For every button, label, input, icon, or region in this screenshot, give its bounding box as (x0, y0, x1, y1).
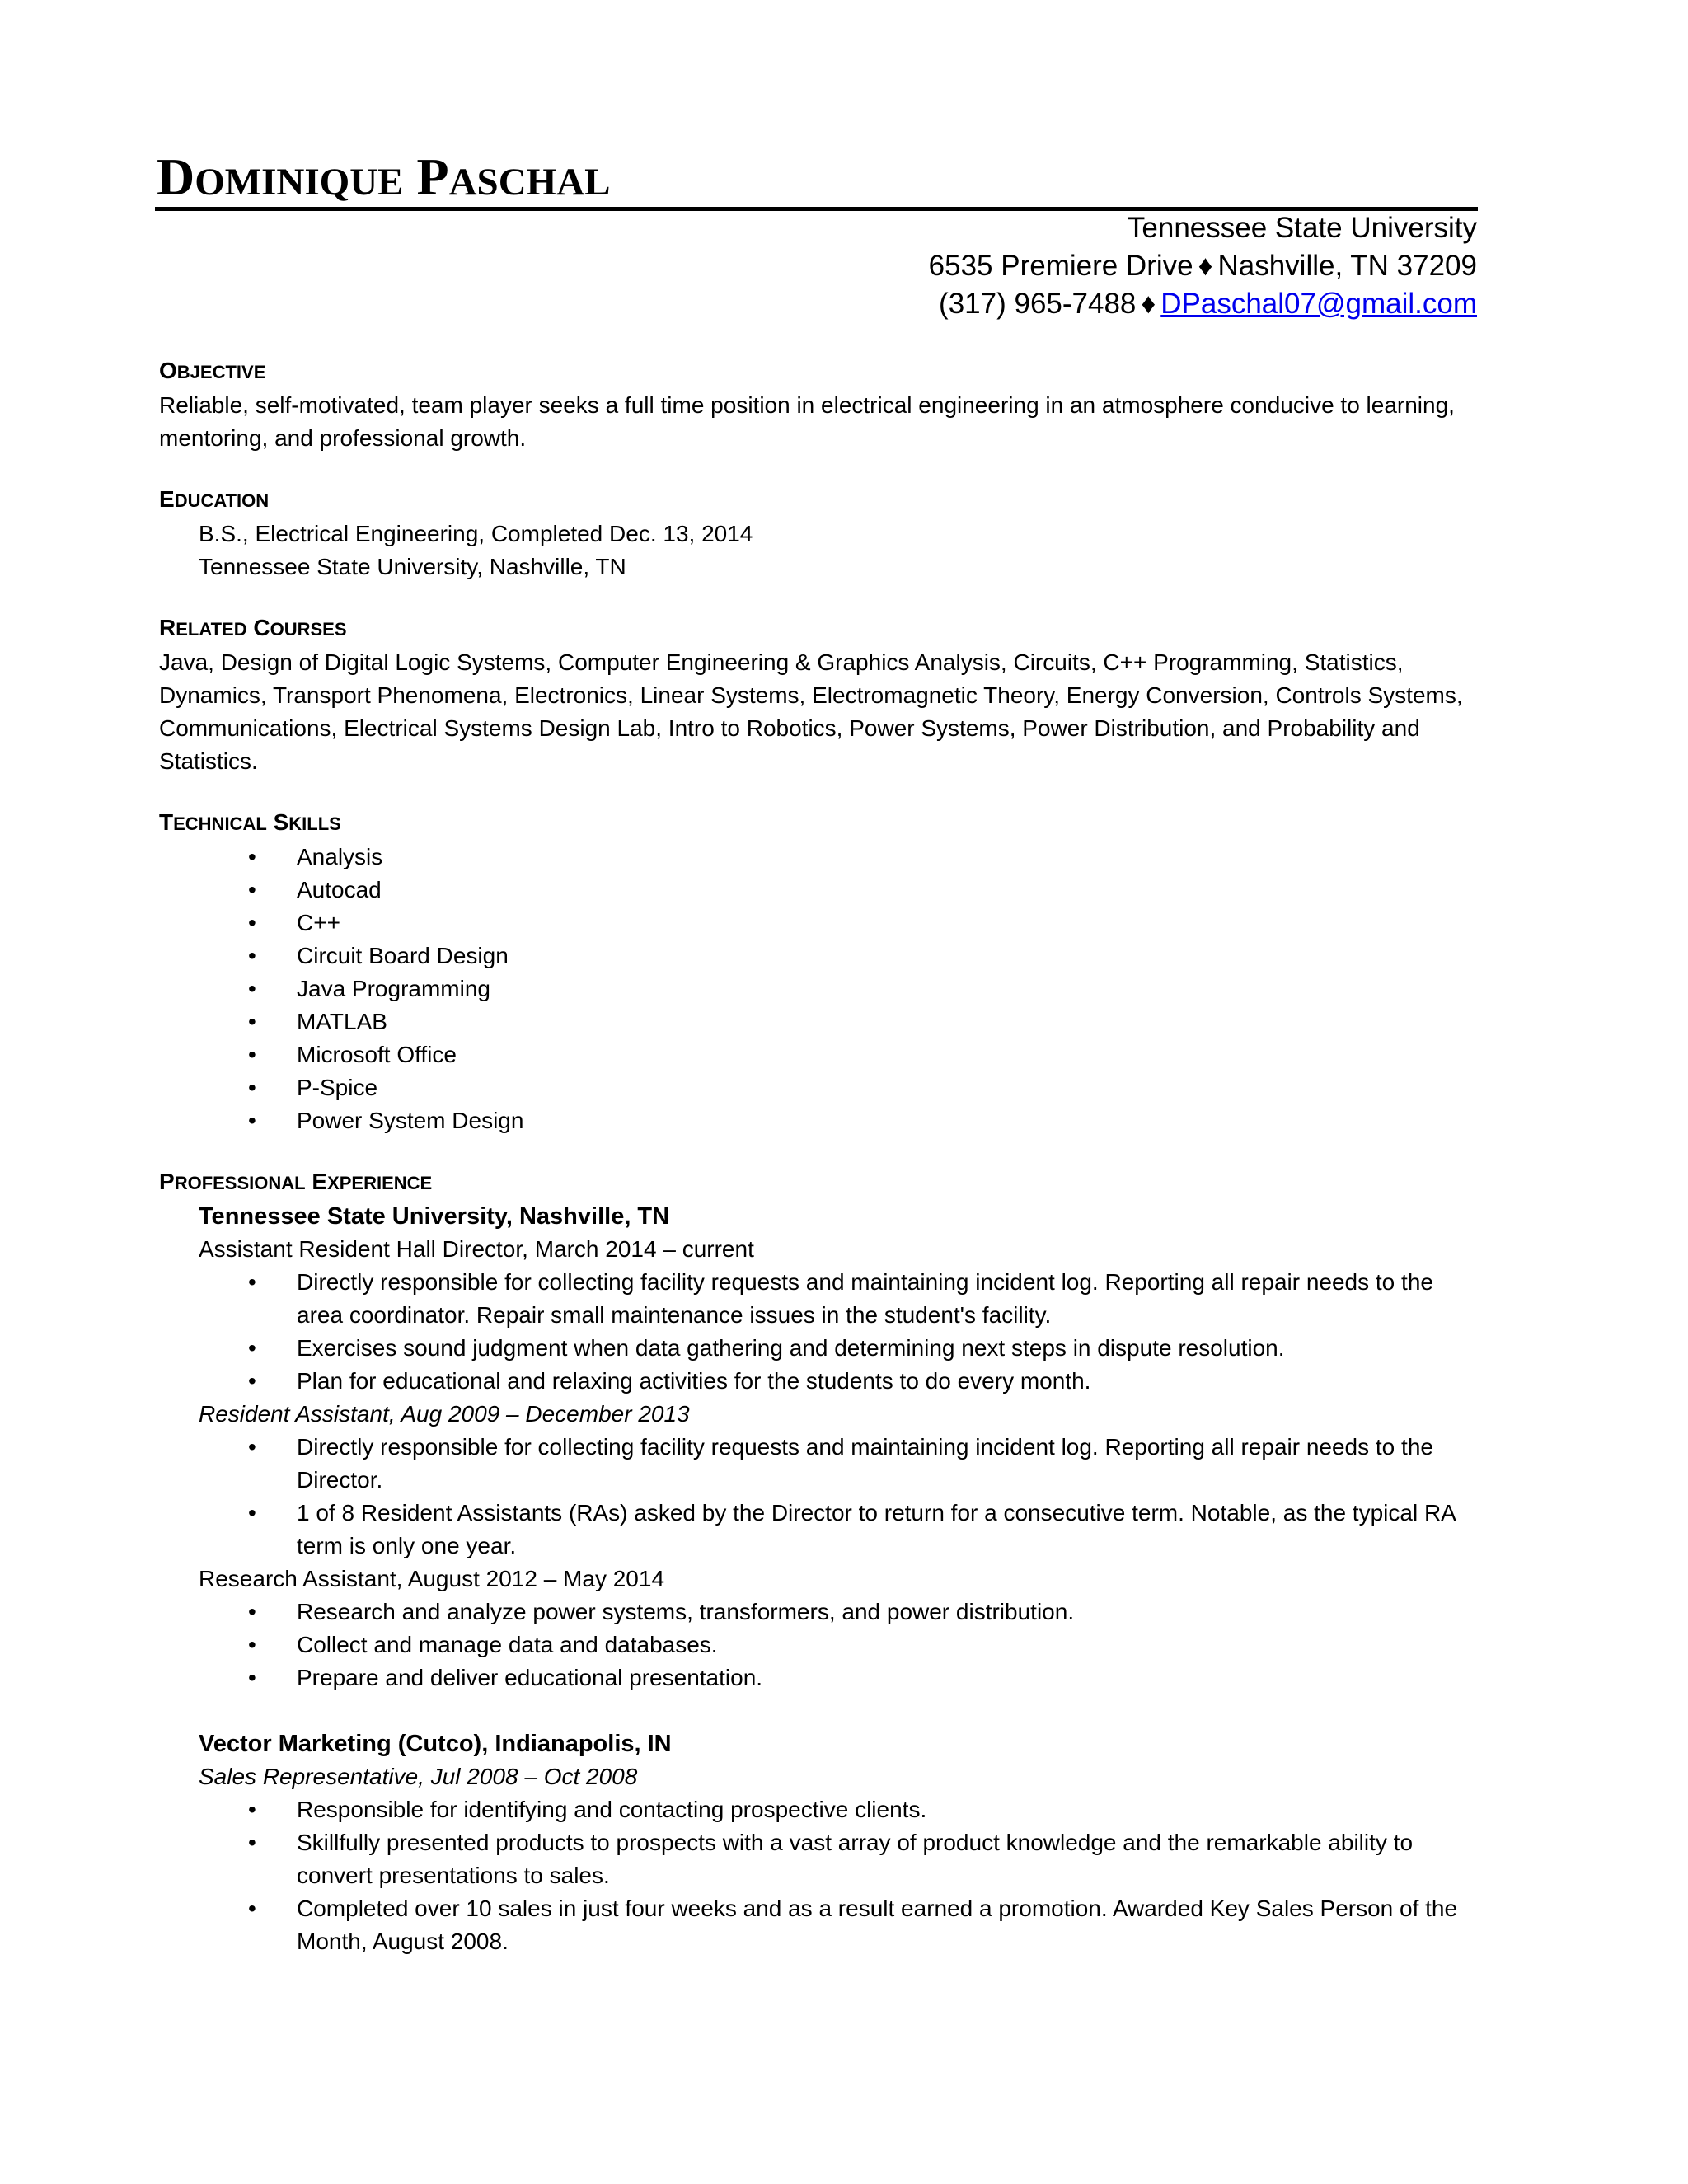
role-bullet: • Collect and manage data and databases. (159, 1629, 1478, 1661)
section-title-skills: TECHNICAL SKILLS (159, 809, 341, 835)
role-title: Research Assistant, August 2012 – May 2014 (199, 1566, 665, 1591)
role-bullet: • Exercises sound judgment when data gathering and determining next steps in dispute resolution. (159, 1332, 1478, 1365)
skills-list (159, 841, 1478, 1137)
role-bullet: • Responsible for identifying and contacting prospective clients. (159, 1793, 1478, 1826)
role-bullet: • Prepare and deliver educational presentation. (159, 1661, 1478, 1694)
role-bullet: • Completed over 10 sales in just four weeks and as a result earned a promotion. Awarded Key Sales Person of the Month, August 2008. (159, 1892, 1478, 1958)
contact-city: Nashville, TN 37209 (1217, 250, 1477, 282)
section-title-education: EDUCATION (159, 486, 270, 512)
section-title-objective: OBJECTIVE (159, 358, 266, 383)
role-bullet: • Skillfully presented products to prospects with a vast array of product knowledge and the remarkable ability to convert presentations to sales. (159, 1826, 1478, 1892)
diamond-separator-icon: ♦ (1198, 250, 1213, 282)
contact-address-line (929, 247, 1477, 285)
role-title: Assistant Resident Hall Director, March 2014 – current (199, 1236, 754, 1262)
role-bullet: • Research and analyze power systems, transformers, and power distribution. (159, 1596, 1478, 1629)
employer-block (199, 1727, 1478, 1958)
employer-block (199, 1200, 1478, 1694)
role-bullets (159, 1431, 1478, 1563)
objective-text: Reliable, self-motivated, team player seeks a full time position in electrical engineering in an atmosphere conducive to learning, mentoring, and professional growth. (159, 392, 1455, 451)
contact-street: 6535 Premiere Drive (928, 250, 1193, 282)
resume-body (159, 354, 1478, 1986)
contact-school: Tennessee State University (1127, 212, 1477, 244)
role-bullet: • Directly responsible for collecting facility requests and maintaining incident log. Reporting all repair needs to the Director. (159, 1431, 1478, 1497)
spacer (159, 1694, 1478, 1727)
role-bullet: • Directly responsible for collecting facility requests and maintaining incident log. Reporting all repair needs to the area coordinator. Repair small maintenance issues in the student's facility. (159, 1266, 1478, 1332)
section-title-experience: PROFESSIONAL EXPERIENCE (159, 1169, 433, 1194)
role-bullet: • Plan for educational and relaxing activities for the students to do every month. (159, 1365, 1478, 1398)
skill-item: • MATLAB (159, 1005, 1478, 1038)
objective-section (159, 354, 1478, 455)
experience-section (159, 1165, 1478, 1958)
education-section (159, 483, 1478, 583)
education-school: Tennessee State University, Nashville, TN (199, 554, 626, 579)
skill-item: • P-Spice (159, 1071, 1478, 1104)
skill-item: • Autocad (159, 874, 1478, 907)
contact-block (929, 209, 1477, 323)
skill-item: • Power System Design (159, 1104, 1478, 1137)
courses-text: Java, Design of Digital Logic Systems, Computer Engineering & Graphics Analysis, Circuits, C++ Programming, Statistics, Dynamics, Transport Phenomena, Electronics, Linear Systems, Electromagnetic Theory, Energy Conversion, Controls Systems, Communications, Electrical Systems Design Lab, Intro to Robotics, Power Systems, Power Distribution, and Probability and Statistics. (159, 649, 1463, 774)
skills-section (159, 806, 1478, 1137)
contact-email-link[interactable]: DPaschal07@gmail.com (1160, 288, 1477, 320)
education-details (199, 518, 1478, 583)
skill-item: • C++ (159, 907, 1478, 940)
role-bullets (159, 1266, 1478, 1398)
courses-section (159, 612, 1478, 778)
education-degree: B.S., Electrical Engineering, Completed Dec. 13, 2014 (199, 521, 753, 546)
section-title-courses: RELATED COURSES (159, 615, 347, 640)
diamond-separator-icon: ♦ (1141, 288, 1156, 320)
role-title: Resident Assistant, Aug 2009 – December 2013 (199, 1401, 690, 1427)
employer-name: Vector Marketing (Cutco), Indianapolis, IN (199, 1731, 672, 1757)
contact-phone-email-line (929, 285, 1477, 323)
role-title: Sales Representative, Jul 2008 – Oct 2008 (199, 1764, 638, 1789)
role-bullet: • 1 of 8 Resident Assistants (RAs) asked by the Director to return for a consecutive term. Notable, as the typical RA term is only one year. (159, 1497, 1478, 1563)
contact-phone: (317) 965-7488 (939, 288, 1137, 320)
role-bullets (159, 1596, 1478, 1694)
skill-item: • Java Programming (159, 972, 1478, 1005)
skill-item: • Circuit Board Design (159, 940, 1478, 972)
skill-item: • Analysis (159, 841, 1478, 874)
role-bullets (159, 1793, 1478, 1958)
skill-item: • Microsoft Office (159, 1038, 1478, 1071)
employer-name: Tennessee State University, Nashville, TN (199, 1203, 670, 1230)
candidate-name: DOMINIQUE PASCHAL (157, 148, 611, 206)
